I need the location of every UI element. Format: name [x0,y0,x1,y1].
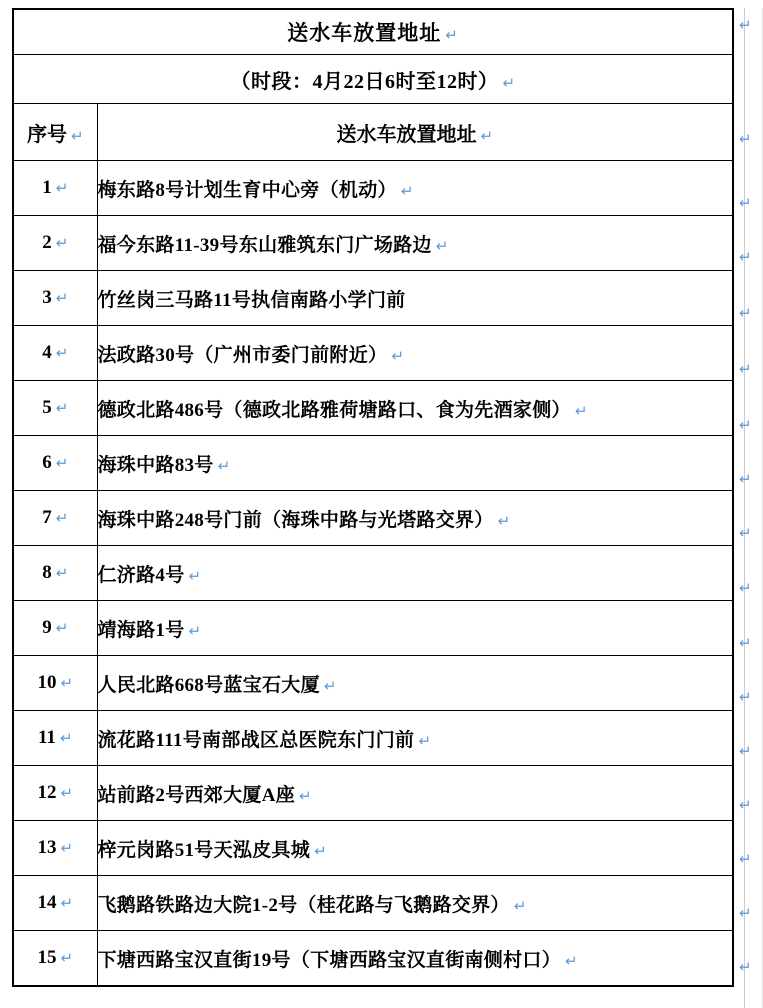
row-index-cell [13,381,97,436]
pilcrow-icon: ↵ [435,237,449,255]
row-address-label: 海珠中路248号门前（海珠中路与光塔路交界） [97,509,494,531]
table-title-row [13,9,733,55]
row-index-label: 9 [42,617,52,638]
pilcrow-icon: ↵ [739,417,752,434]
row-index-label: 12 [37,782,57,803]
pilcrow-icon: ↵ [55,235,69,252]
row-index-cell [13,766,97,821]
table-row [13,821,733,876]
pilcrow-icon: ↵ [739,905,752,922]
row-address-cell [97,436,733,491]
pilcrow-icon: ↵ [739,689,752,706]
pilcrow-icon: ↵ [739,743,752,760]
document-title: 送水车放置地址 [287,21,442,45]
row-index-label: 14 [37,892,57,913]
table-body [13,9,733,986]
row-address-label: 海珠中路83号 [97,454,214,476]
row-address-cell [97,271,733,326]
pilcrow-icon: ↵ [497,512,511,530]
row-address-cell [97,326,733,381]
row-index-cell [13,931,97,987]
row-index-label: 13 [37,837,57,858]
row-index-label: 4 [42,342,52,363]
row-address-label: 梓元岗路51号天泓皮具城 [97,839,311,861]
row-address-cell [97,821,733,876]
column-header-index [13,104,97,161]
pilcrow-icon: ↵ [739,17,752,34]
pilcrow-icon: ↵ [55,620,69,637]
pilcrow-icon: ↵ [565,952,578,970]
document-subtitle: （时段：4月22日6时至12时） [230,70,499,93]
row-address-label: 站前路2号西郊大厦A座 [97,784,296,806]
row-index-cell [13,546,97,601]
row-address-cell [97,931,733,987]
pilcrow-icon: ↵ [502,74,516,92]
row-index-label: 10 [37,672,57,693]
pilcrow-icon: ↵ [323,677,337,695]
row-index-label: 3 [42,287,52,308]
row-index-label: 5 [42,397,52,418]
row-address-label: 法政路30号（广州市委门前附近） [97,344,388,366]
pilcrow-icon: ↵ [739,305,752,322]
pilcrow-icon: ↵ [60,840,74,857]
pilcrow-icon: ↵ [60,950,74,967]
column-header-address-label: 送水车放置地址 [336,123,477,146]
pilcrow-icon: ↵ [59,730,73,747]
pilcrow-icon: ↵ [60,675,74,692]
pilcrow-icon: ↵ [60,895,74,912]
row-address-cell [97,546,733,601]
pilcrow-icon: ↵ [739,361,752,378]
pilcrow-icon: ↵ [55,400,69,417]
table-row [13,436,733,491]
pilcrow-icon: ↵ [739,195,752,212]
pilcrow-icon: ↵ [400,182,414,200]
row-index-cell [13,876,97,931]
column-header-index-label: 序号 [26,123,67,146]
row-address-label: 下塘西路宝汉直街19号（下塘西路宝汉直街南侧村口） [97,949,562,971]
table-subtitle-row [13,55,733,104]
pilcrow-icon: ↵ [739,471,752,488]
pilcrow-icon: ↵ [314,842,327,860]
document-title-cell [13,9,733,55]
pilcrow-icon: ↵ [739,959,752,976]
row-index-cell [13,601,97,656]
row-address-label: 福今东路11-39号东山雅筑东门广场路边 [97,234,432,256]
row-address-cell [97,381,733,436]
pilcrow-icon: ↵ [60,785,74,802]
row-address-label: 人民北路668号蓝宝石大厦 [97,674,320,696]
pilcrow-icon: ↵ [739,525,752,542]
pilcrow-icon: ↵ [188,622,202,640]
row-index-label: 6 [42,452,52,473]
row-address-cell [97,491,733,546]
pilcrow-icon: ↵ [55,345,69,362]
row-address-label: 竹丝岗三马路11号执信南路小学门前 [97,289,406,311]
pilcrow-icon: ↵ [55,180,69,197]
pilcrow-icon: ↵ [480,127,494,145]
row-index-label: 7 [42,507,52,528]
document-page [0,8,763,1008]
pilcrow-icon: ↵ [217,457,231,475]
row-index-cell [13,216,97,271]
table-row [13,271,733,326]
table-row [13,601,733,656]
row-address-cell [97,656,733,711]
row-index-cell [13,271,97,326]
pilcrow-icon: ↵ [55,290,69,307]
row-index-label: 8 [42,562,52,583]
row-address-cell [97,601,733,656]
row-index-cell [13,711,97,766]
pilcrow-icon: ↵ [574,402,588,420]
pilcrow-icon: ↵ [739,851,752,868]
table-row [13,711,733,766]
pilcrow-icon: ↵ [739,249,752,266]
row-index-cell [13,491,97,546]
table-row [13,326,733,381]
table-row [13,656,733,711]
pilcrow-icon: ↵ [739,797,752,814]
water-truck-location-table [12,8,734,987]
table-row [13,381,733,436]
row-address-label: 流花路111号南部战区总医院东门门前 [97,729,415,751]
row-index-label: 2 [42,232,52,253]
column-header-address [97,104,733,161]
pilcrow-icon: ↵ [739,131,752,148]
table-row [13,931,733,987]
row-index-label: 11 [37,727,56,748]
row-index-cell [13,161,97,216]
row-address-cell [97,766,733,821]
pilcrow-icon: ↵ [513,897,527,915]
pilcrow-icon: ↵ [299,787,312,805]
row-address-cell [97,711,733,766]
pilcrow-icon: ↵ [55,455,69,472]
pilcrow-icon: ↵ [418,732,432,750]
row-address-label: 德政北路486号（德政北路雅荷塘路口、食为先酒家侧） [97,399,571,421]
pilcrow-icon: ↵ [445,27,459,44]
pilcrow-icon: ↵ [55,565,69,582]
table-row [13,766,733,821]
table-row [13,216,733,271]
table-row [13,546,733,601]
pilcrow-icon: ↵ [739,580,752,597]
row-address-label: 仁济路4号 [97,564,185,586]
row-address-cell [97,216,733,271]
margin-paragraph-marks [739,8,761,1008]
pilcrow-icon: ↵ [70,127,84,145]
row-index-cell [13,436,97,491]
table-header-row [13,104,733,161]
pilcrow-icon: ↵ [739,635,752,652]
row-index-label: 15 [37,947,57,968]
row-index-label: 1 [42,177,52,198]
table-row [13,491,733,546]
pilcrow-icon: ↵ [55,510,69,527]
row-index-cell [13,821,97,876]
row-address-label: 梅东路8号计划生育中心旁（机动） [97,179,397,201]
pilcrow-icon: ↵ [188,567,202,585]
table-row [13,876,733,931]
document-subtitle-cell [13,55,733,104]
table-row [13,161,733,216]
row-index-cell [13,656,97,711]
row-address-cell [97,876,733,931]
row-address-label: 飞鹅路铁路边大院1-2号（桂花路与飞鹅路交界） [97,894,510,916]
row-address-cell [97,161,733,216]
pilcrow-icon: ↵ [391,347,405,365]
row-address-label: 靖海路1号 [97,619,185,641]
row-index-cell [13,326,97,381]
